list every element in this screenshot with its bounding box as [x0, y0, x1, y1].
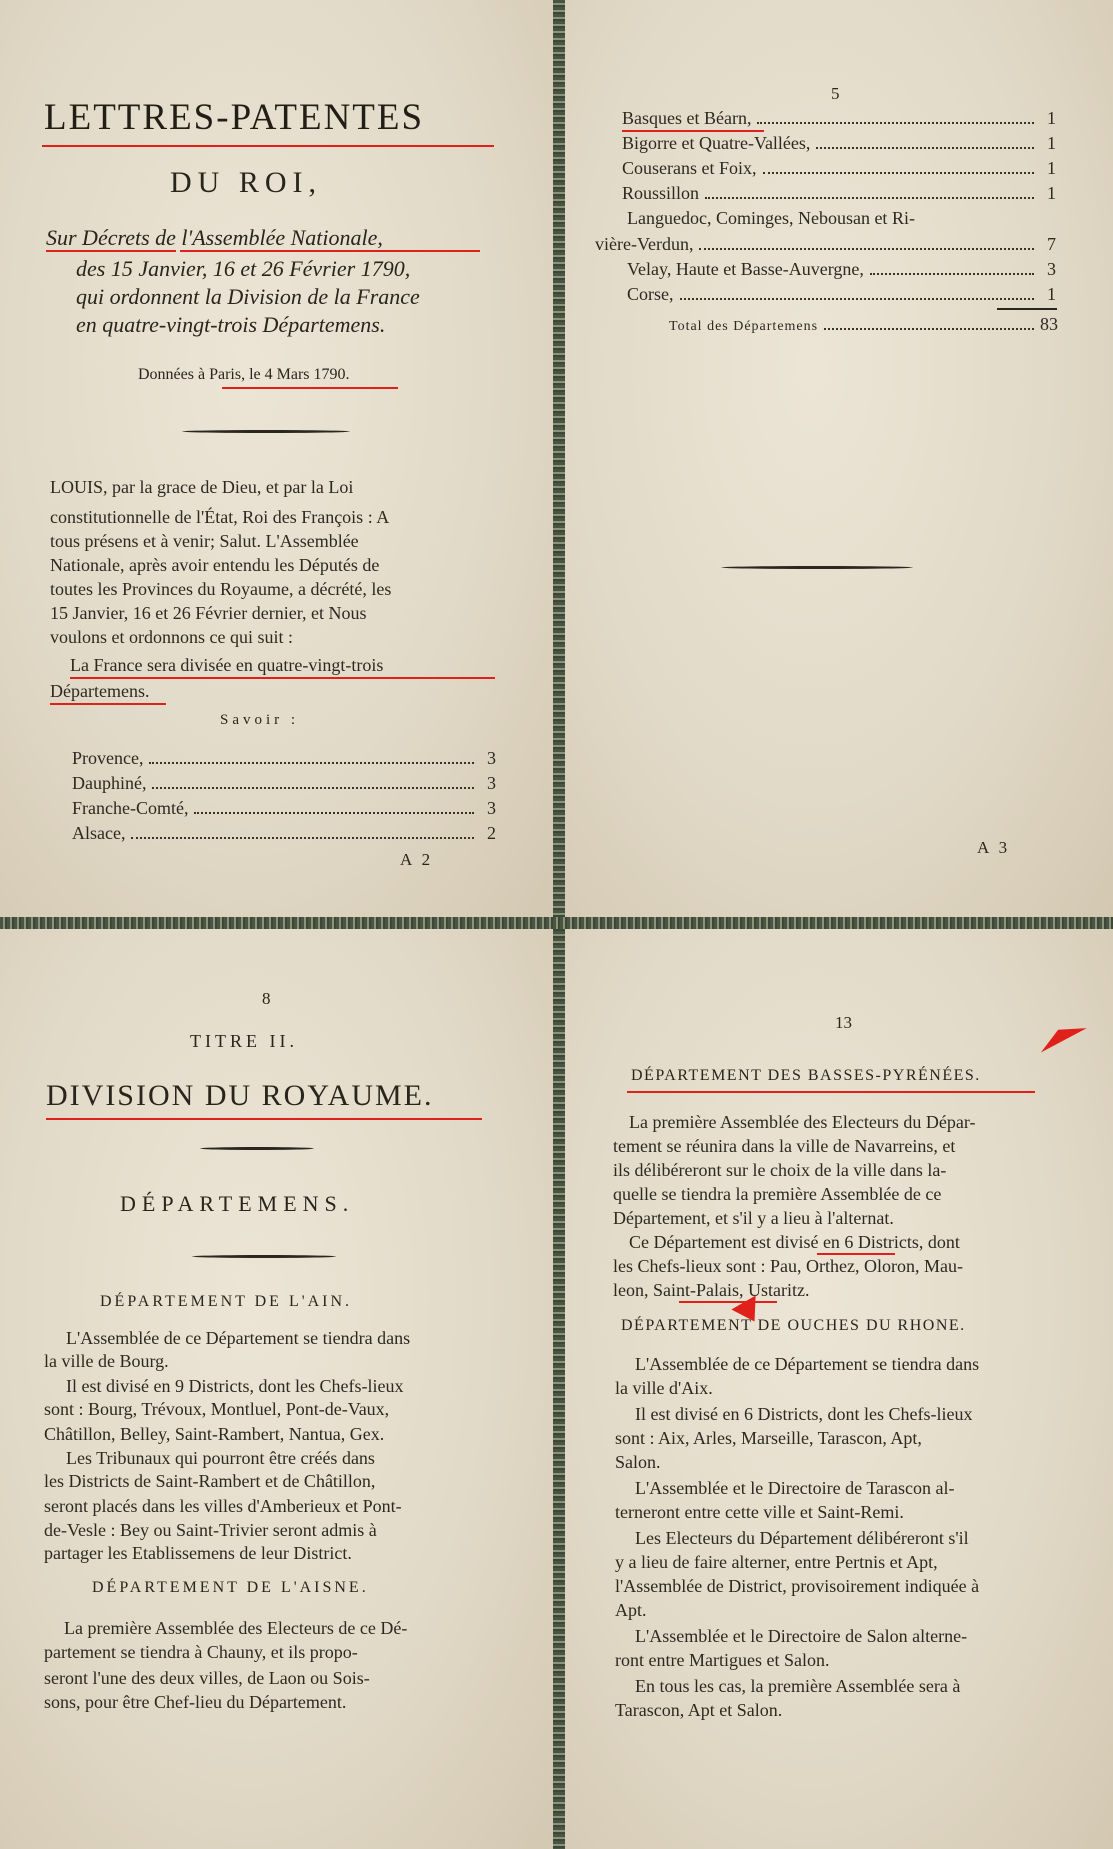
basques-underline — [622, 130, 764, 132]
signature-mark: A 3 — [977, 838, 1011, 857]
body-line-6: 15 Janvier, 16 et 26 Février dernier, et Nous — [50, 603, 367, 623]
page-number: 8 — [262, 989, 271, 1008]
leader-dots — [763, 172, 1035, 174]
sum-rule — [997, 308, 1057, 310]
bdr-line: Apt. — [615, 1600, 647, 1620]
list-item-name: Provence, — [72, 748, 144, 768]
body-line-8: La France sera divisée en quatre-vingt-trois — [70, 655, 384, 675]
total-label: Total des Départemens — [669, 319, 819, 334]
ain-heading: DÉPARTEMENT DE L'AIN. — [100, 1293, 353, 1310]
bdr-line: Il est divisé en 6 Districts, dont les Chefs-lieux — [635, 1404, 973, 1424]
bdr-line: Salon. — [615, 1452, 661, 1472]
title-underline — [42, 145, 494, 147]
body-line-3: tous présens et à venir; Salut. L'Assemblée — [50, 531, 359, 551]
ain-line: de-Vesle : Bey ou Saint-Trivier seront admis à — [44, 1520, 377, 1540]
given-date: Données à Paris, le 4 Mars 1790. — [138, 366, 350, 383]
bp-line: quelle se tiendra la première Assemblée de ce — [613, 1184, 942, 1204]
subtitle-line-4: en quatre-vingt-trois Départemens. — [76, 312, 386, 337]
list-item — [72, 823, 496, 844]
body-line-2: constitutionnelle de l'État, Roi des François : A — [50, 507, 390, 527]
bp-line: Département, et s'il y a lieu à l'alternat. — [613, 1208, 894, 1228]
list-item-count: 7 — [1047, 234, 1056, 254]
leader-dots — [131, 837, 474, 839]
page-number: 13 — [835, 1013, 852, 1032]
list-item — [622, 183, 1056, 204]
departemens-heading: DÉPARTEMENS. — [120, 1191, 355, 1216]
list-item-name: Velay, Haute et Basse-Auvergne, — [627, 259, 864, 279]
body-line-4: Nationale, après avoir entendu les Députés de — [50, 555, 380, 575]
bdr-line: la ville d'Aix. — [615, 1378, 713, 1398]
bp-underline — [627, 1091, 1035, 1093]
bdr-line: y a lieu de faire alterner, entre Pertnis et Apt, — [615, 1552, 938, 1572]
leader-dots — [194, 812, 474, 814]
ain-line: Les Tribunaux qui pourront être créés dans — [66, 1448, 375, 1468]
ain-line: partager les Etablissemens de leur District. — [44, 1543, 352, 1563]
list-item-name: Alsace, — [72, 823, 126, 843]
list-item-name: Dauphiné, — [72, 773, 147, 793]
body-line-7: voulons et ordonnons ce qui suit : — [50, 627, 293, 647]
list-item — [622, 108, 1056, 129]
ain-line: Châtillon, Belley, Saint-Rambert, Nantua, Gex. — [44, 1424, 385, 1444]
bdr-line: terneront entre cette ville et Saint-Remi. — [615, 1502, 904, 1522]
bp-line: tement se réunira dans la ville de Navarreins, et — [613, 1136, 956, 1156]
list-item — [627, 208, 1061, 229]
list-item — [627, 284, 1056, 305]
list-item-count: 1 — [1047, 108, 1056, 128]
drop-cap-text: LOUIS, par la grace de Dieu, et par la Loi — [50, 477, 354, 497]
leader-dots — [699, 248, 1034, 250]
bp-line: La première Assemblée des Electeurs du Dépar- — [629, 1112, 976, 1132]
body-line-9: Départemens. — [50, 681, 150, 701]
list-item-count: 1 — [1047, 183, 1056, 203]
total-value: 83 — [1040, 314, 1058, 334]
divider-rule — [721, 566, 913, 569]
bdr-line: Tarascon, Apt et Salon. — [615, 1700, 783, 1720]
titre-heading: TITRE II. — [190, 1031, 298, 1051]
list-item-count: 1 — [1047, 133, 1056, 153]
ain-line: la ville de Bourg. — [44, 1351, 169, 1371]
list-item-count: 3 — [487, 798, 496, 818]
savoir-heading: Savoir : — [220, 712, 300, 728]
ain-line: les Districts de Saint-Rambert et de Châtillon, — [44, 1471, 376, 1491]
page-gutter-horizontal — [0, 917, 1113, 929]
title-line2: DU ROI, — [170, 166, 322, 199]
list-item-name: Basques et Béarn, — [622, 108, 752, 128]
list-item-count: 3 — [1047, 259, 1056, 279]
divider-rule-1 — [200, 1147, 314, 1150]
bdr-line: Les Electeurs du Département délibéreront s'il — [635, 1528, 969, 1548]
bp-heading: DÉPARTEMENT DES BASSES-PYRÉNÉES. — [631, 1067, 981, 1084]
list-item — [622, 158, 1056, 179]
list-item-name: Languedoc, Cominges, Nebousan et Ri- — [627, 208, 915, 228]
bdr-line: ront entre Martigues et Salon. — [615, 1650, 830, 1670]
title-line1: LETTRES-PATENTES — [44, 97, 425, 138]
page-8 — [0, 929, 553, 1849]
list-item — [627, 259, 1056, 280]
division-heading: DIVISION DU ROYAUME. — [46, 1079, 434, 1112]
bdr-line: L'Assemblée et le Directoire de Salon alterne- — [635, 1626, 968, 1646]
list-item-name: vière-Verdun, — [595, 234, 694, 254]
bdr-line: L'Assemblée de ce Département se tiendra dans — [635, 1354, 980, 1374]
list-item — [72, 798, 496, 819]
leader-dots — [680, 298, 1035, 300]
list-item-name: Roussillon — [622, 183, 700, 203]
leader-dots — [870, 273, 1034, 275]
list-item-count: 3 — [487, 748, 496, 768]
body-underline-1 — [70, 677, 495, 679]
leader-dots — [757, 122, 1034, 124]
bdr-line: l'Assemblée de District, provisoirement indiquée à — [615, 1576, 980, 1596]
divider-rule-2 — [192, 1255, 336, 1258]
aisne-line: seront l'une des deux villes, de Laon ou Sois- — [44, 1668, 370, 1688]
ain-line: sont : Bourg, Trévoux, Montluel, Pont-de-Vaux, — [44, 1399, 390, 1419]
list-item — [595, 234, 1056, 255]
body-underline-2 — [50, 703, 166, 705]
aisne-heading: DÉPARTEMENT DE L'AISNE. — [92, 1579, 369, 1596]
list-item — [72, 773, 496, 794]
leader-dots — [705, 197, 1034, 199]
bdr-heading: DÉPARTEMENT DE OUCHES DU RHONE. — [621, 1317, 966, 1334]
bp-line: Ce Département est divisé en 6 Districts, dont — [629, 1232, 960, 1252]
subtitle-underline-1 — [46, 250, 176, 252]
body-line-5: toutes les Provinces du Royaume, a décrété, les — [50, 579, 392, 599]
page-5 — [565, 0, 1113, 917]
aisne-line: partement se tiendra à Chauny, et ils propo- — [44, 1642, 358, 1662]
body-line-1 — [50, 476, 353, 499]
subtitle-line-1: Sur Décrets de l'Assemblée Nationale, — [46, 225, 383, 250]
list-item — [72, 748, 496, 769]
page-13 — [565, 929, 1113, 1849]
saint-palais-underline — [679, 1301, 777, 1303]
list-item-name: Franche-Comté, — [72, 798, 189, 818]
leader-dots — [149, 762, 474, 764]
bp-line: les Chefs-lieux sont : Pau, Orthez, Oloron, Mau- — [613, 1256, 963, 1276]
given-date-underline — [222, 387, 398, 389]
ain-line: seront placés dans les villes d'Amberieux et Pont- — [44, 1496, 402, 1516]
division-underline — [46, 1118, 482, 1120]
aisne-line: sons, pour être Chef-lieu du Département. — [44, 1692, 347, 1712]
list-item-count: 2 — [487, 823, 496, 843]
divider-rule — [182, 430, 350, 433]
leader-dots — [152, 787, 474, 789]
leader-dots — [816, 147, 1034, 149]
ain-line: L'Assemblée de ce Département se tiendra dans — [66, 1328, 411, 1348]
subtitle-line-3: qui ordonnent la Division de la France — [76, 284, 420, 309]
annotation-arrow-icon — [1035, 1017, 1087, 1052]
subtitle-underline-2 — [180, 250, 480, 252]
page-a2 — [0, 0, 553, 917]
aisne-line: La première Assemblée des Electeurs de ce Dé- — [64, 1618, 408, 1638]
bp-line: leon, Saint-Palais, Ustaritz. — [613, 1280, 810, 1300]
leader-dots — [824, 328, 1034, 330]
list-item-count: 1 — [1047, 284, 1056, 304]
list-item-name: Corse, — [627, 284, 674, 304]
bdr-line: sont : Aix, Arles, Marseille, Tarascon, Apt, — [615, 1428, 922, 1448]
ain-line: Il est divisé en 9 Districts, dont les Chefs-lieux — [66, 1376, 404, 1396]
bdr-line: En tous les cas, la première Assemblée sera à — [635, 1676, 961, 1696]
bp-line: ils délibéreront sur le choix de la ville dans la- — [613, 1160, 947, 1180]
list-item-name: Bigorre et Quatre-Vallées, — [622, 133, 811, 153]
list-item — [622, 133, 1056, 154]
subtitle-line-2: des 15 Janvier, 16 et 26 Février 1790, — [76, 256, 411, 281]
page-number: 5 — [831, 84, 840, 103]
total-row — [669, 314, 1056, 335]
bdr-line: L'Assemblée et le Directoire de Tarascon al- — [635, 1478, 955, 1498]
list-item-count: 3 — [487, 773, 496, 793]
list-item-count: 1 — [1047, 158, 1056, 178]
list-item-name: Couserans et Foix, — [622, 158, 757, 178]
signature-mark: A 2 — [400, 850, 434, 869]
